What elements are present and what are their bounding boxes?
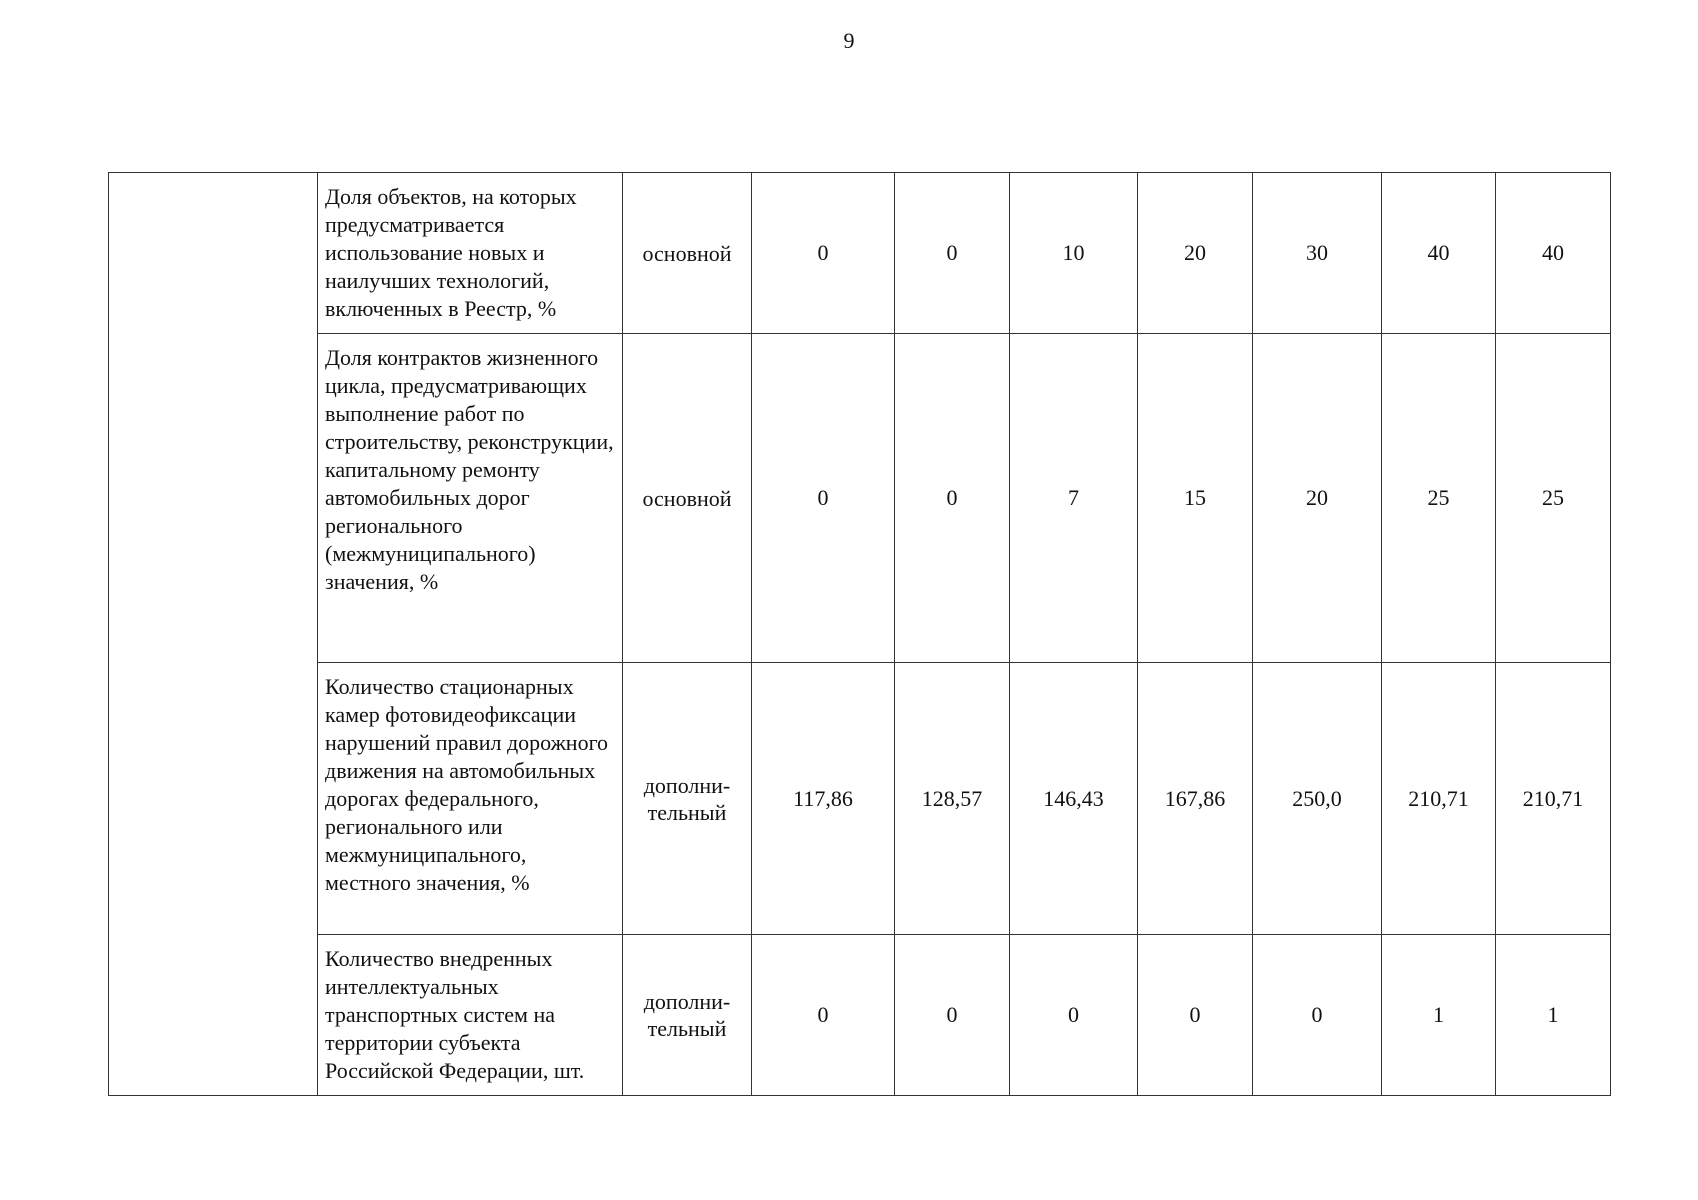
value-cell: 146,43	[1010, 663, 1138, 935]
value-cell: 0	[895, 334, 1010, 663]
value-cell: 0	[752, 935, 895, 1096]
value-cell: 117,86	[752, 663, 895, 935]
value-cell: 210,71	[1382, 663, 1496, 935]
table-row	[109, 663, 1611, 935]
table-row	[109, 935, 1611, 1096]
page-number: 9	[843, 28, 855, 53]
value-cell: 20	[1138, 173, 1253, 334]
value-cell: 7	[1010, 334, 1138, 663]
value-cell: 0	[1010, 935, 1138, 1096]
value-cell: 167,86	[1138, 663, 1253, 935]
value-cell: 1	[1382, 935, 1496, 1096]
value-cell: 20	[1253, 334, 1382, 663]
indicator-type: основной	[623, 334, 752, 663]
value-cell: 0	[1138, 935, 1253, 1096]
value-cell: 210,71	[1496, 663, 1611, 935]
value-cell: 40	[1496, 173, 1611, 334]
indicators-table	[108, 172, 1611, 1096]
value-cell: 0	[752, 334, 895, 663]
indicator-type: основной	[623, 173, 752, 334]
indicator-description: Количество внедренных интеллектуальных транспортных систем на территории субъекта Российской Федерации, шт.	[318, 935, 623, 1096]
indicator-description: Доля объектов, на которых предусматривается использование новых и наилучших технологий, включенных в Реестр, %	[318, 173, 623, 334]
value-cell: 0	[1253, 935, 1382, 1096]
value-cell: 25	[1496, 334, 1611, 663]
indicator-description: Количество стационарных камер фотовидеофиксации нарушений правил дорожного движения на автомобильных дорогах федерального, регионального или межмуниципального, местного значения, %	[318, 663, 623, 935]
value-cell: 30	[1253, 173, 1382, 334]
empty-group-cell	[109, 173, 318, 1096]
value-cell: 10	[1010, 173, 1138, 334]
table-row	[109, 173, 1611, 334]
table-row	[109, 334, 1611, 663]
value-cell: 40	[1382, 173, 1496, 334]
indicator-type: дополни- тельный	[623, 935, 752, 1096]
value-cell: 25	[1382, 334, 1496, 663]
indicator-type: дополни- тельный	[623, 663, 752, 935]
value-cell: 250,0	[1253, 663, 1382, 935]
indicator-description: Доля контрактов жизненного цикла, предусматривающих выполнение работ по строительству, реконструкции, капитальному ремонту автомобильных дорог регионального (межмуниципального) значения, %	[318, 334, 623, 663]
value-cell: 0	[895, 173, 1010, 334]
value-cell: 0	[752, 173, 895, 334]
value-cell: 0	[895, 935, 1010, 1096]
value-cell: 15	[1138, 334, 1253, 663]
value-cell: 1	[1496, 935, 1611, 1096]
value-cell: 128,57	[895, 663, 1010, 935]
